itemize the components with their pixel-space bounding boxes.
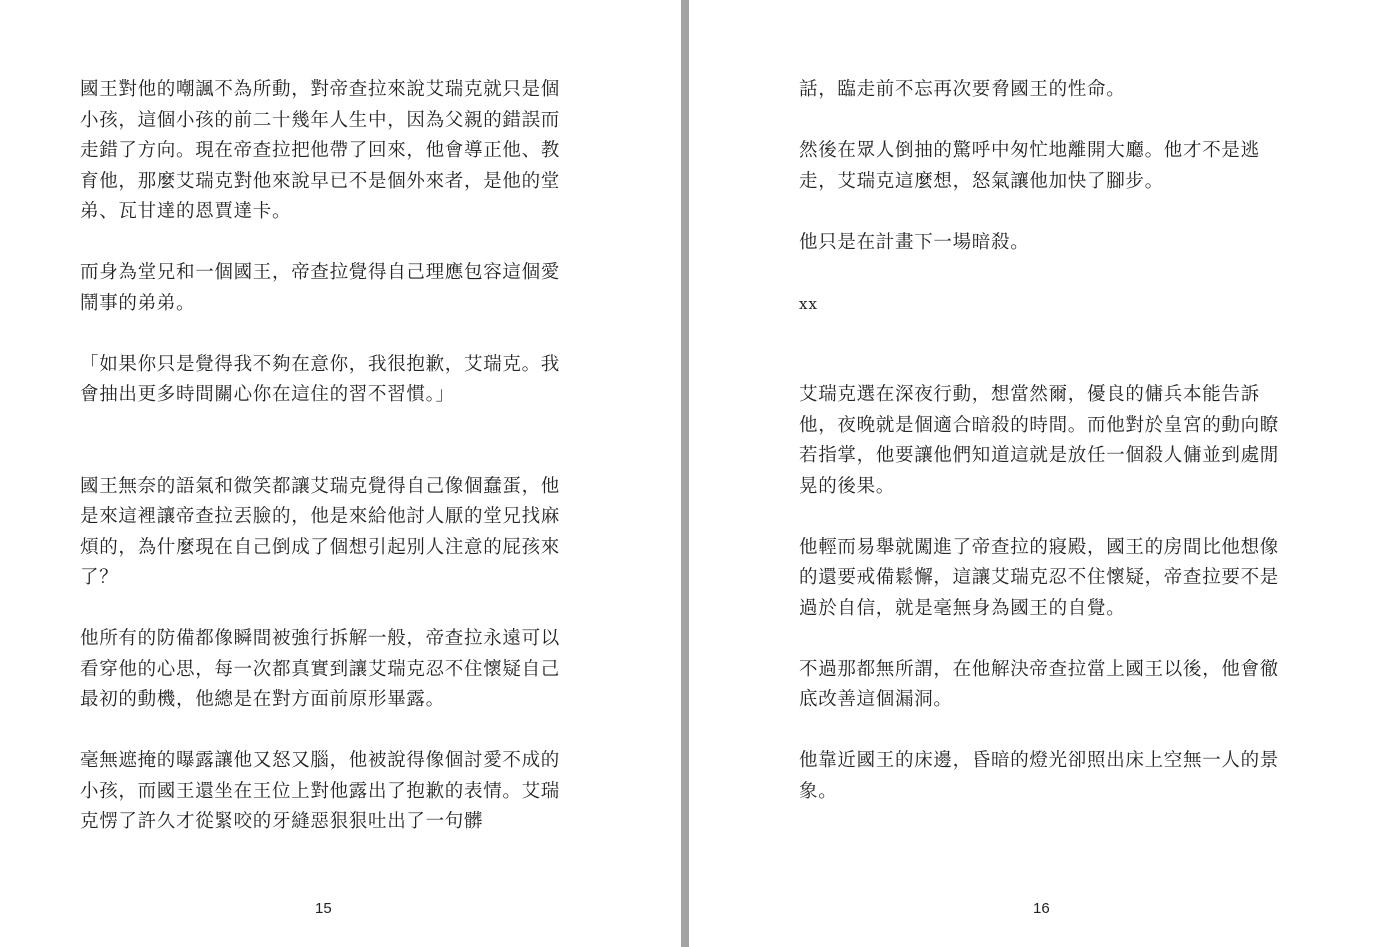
- scene-break: xx: [799, 294, 818, 313]
- paragraph: 國王無奈的語氣和微笑都讓艾瑞克覺得自己像個蠢蛋，他是來這裡讓帝查拉丟臉的，他是來給他討人厭的堂兄找麻煩的，為什麼現在自己倒成了個想引起別人注意的屁孩來了？: [80, 475, 561, 588]
- paragraph: 國王對他的嘲諷不為所動，對帝查拉來說艾瑞克就只是個小孩，這個小孩的前二十幾年人生中，因為父親的錯誤而走錯了方向。現在帝查拉把他帶了回來，他會導正他、教育他，那麼艾瑞克對他來說早已不是個外來者，是他的堂弟、瓦甘達的恩賈達卡。: [80, 79, 561, 222]
- paragraph: 不過那都無所謂，在他解決帝查拉當上國王以後，他會徹底改善這個漏洞。: [799, 658, 1280, 710]
- page-number: 15: [315, 900, 332, 917]
- paragraph: 毫無遮掩的曝露讓他又怒又腦，他被說得像個討愛不成的小孩，而國王還坐在王位上對他露出了抱歉的表情。艾瑞克愣了許久才從緊咬的牙縫惡狠狠吐出了一句髒: [80, 750, 561, 832]
- paragraph: 他只是在計畫下一場暗殺。: [799, 231, 1030, 253]
- paragraph: 艾瑞克選在深夜行動，想當然爾，優良的傭兵本能告訴他，夜晚就是個適合暗殺的時間。而他對於皇宮的動向瞭若指掌，他要讓他們知道這就是放任一個殺人傭並到處閒晃的後果。: [799, 384, 1280, 497]
- paragraph: 他輕而易舉就闖進了帝查拉的寢殿，國王的房間比他想像的還要戒備鬆懈，這讓艾瑞克忍不住懷疑，帝查拉要不是過於自信，就是毫無身為國王的自覺。: [799, 536, 1280, 619]
- paragraph: 他所有的防備都像瞬間被強行拆解一般，帝查拉永遠可以看穿他的心思，每一次都真實到讓艾瑞克忍不住懷疑自己最初的動機，他總是在對方面前原形畢露。: [80, 628, 561, 710]
- paragraph: 然後在眾人倒抽的驚呼中匆忙地離開大廳。他才不是逃走，艾瑞克這麼想，怒氣讓他加快了腳步。: [799, 140, 1260, 192]
- page-body: [799, 75, 1291, 807]
- page-body: [80, 75, 572, 838]
- paragraph: 而身為堂兄和一個國王，帝查拉覺得自己理應包容這個愛鬧事的弟弟。: [80, 262, 561, 314]
- page-16: [689, 0, 1376, 947]
- paragraph: 他靠近國王的床邊，昏暗的燈光卻照出床上空無一人的景象。: [799, 750, 1280, 802]
- paragraph: 話，臨走前不忘再次要脅國王的性命。: [799, 79, 1126, 100]
- paragraph: 「如果你只是覺得我不夠在意你，我很抱歉，艾瑞克。我會抽出更多時間關心你在這住的習不習慣。」: [80, 353, 561, 405]
- page-number: 16: [1033, 900, 1050, 917]
- page-divider: [681, 0, 689, 947]
- page-15: [0, 0, 681, 947]
